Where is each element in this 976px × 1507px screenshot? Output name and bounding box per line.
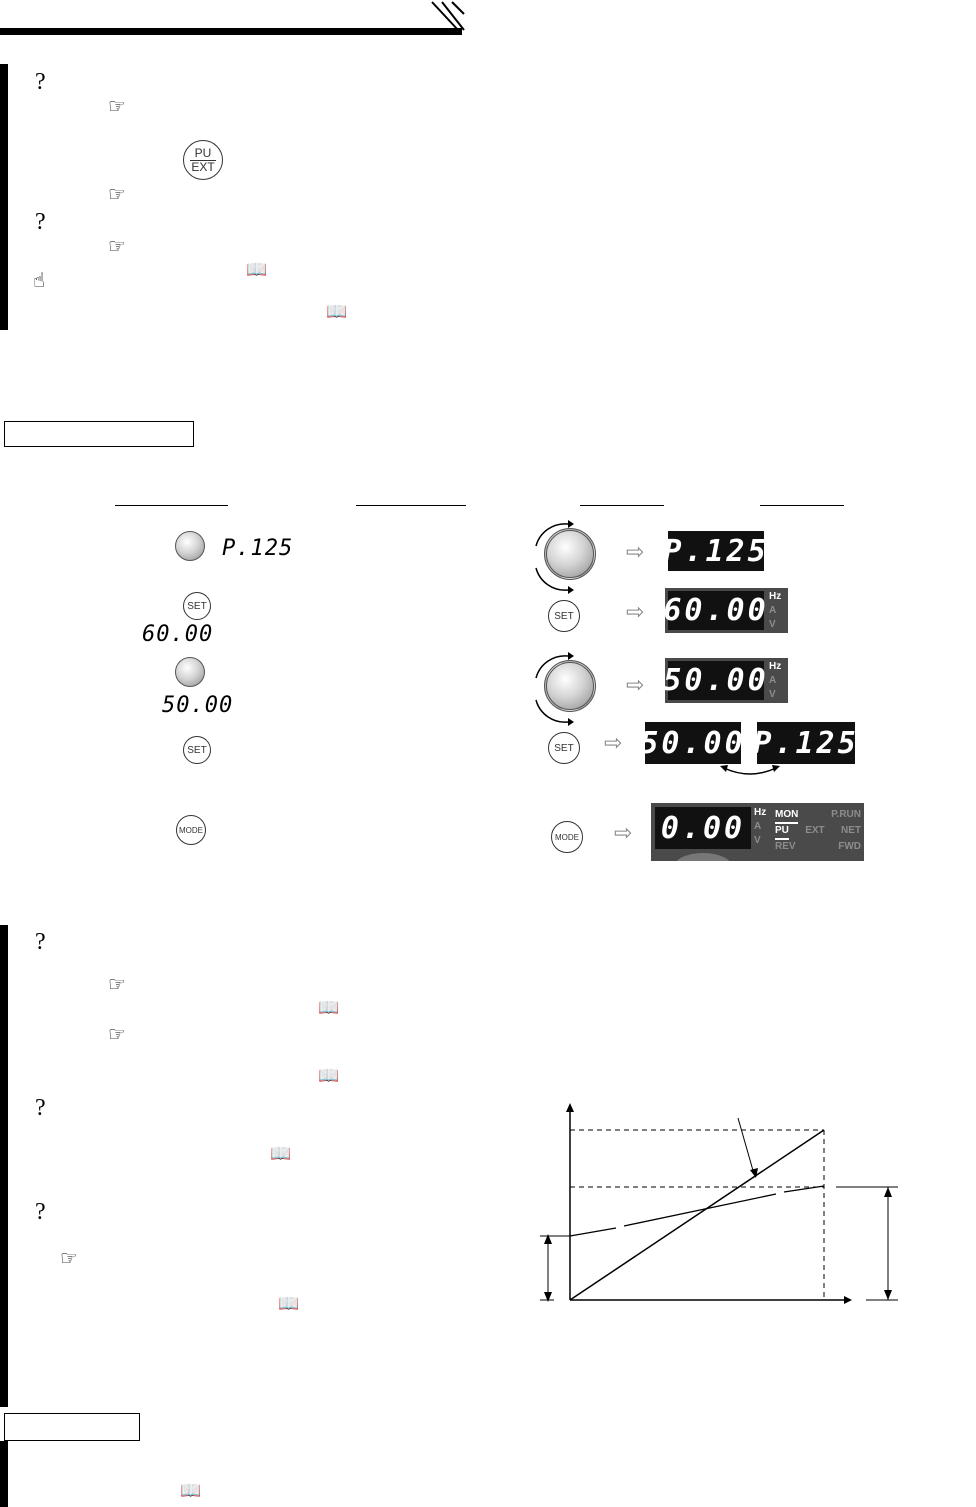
status-indicators [775, 808, 861, 854]
setting-dial-icon[interactable] [544, 528, 596, 580]
pu-ext-button[interactable] [183, 140, 223, 180]
header-rule [0, 28, 462, 35]
unit-v: V [769, 619, 776, 630]
unit-indicators [769, 660, 781, 702]
question-icon: ? [35, 1199, 46, 1225]
manual-reference-icon: 📖 [278, 1294, 300, 1314]
display-5000-readout: 50.00 [162, 693, 234, 718]
set-button[interactable] [548, 600, 580, 632]
indicator-net: NET [840, 825, 861, 836]
led-panel-6000 [665, 588, 788, 633]
arrow-right-icon: ⇨ [626, 599, 645, 624]
pointer-hand-icon: ☞ [108, 1022, 126, 1046]
mode-button[interactable] [551, 821, 583, 853]
unit-indicators [769, 590, 781, 632]
flicker-double-arrow [718, 760, 782, 782]
indicator-rev: REV [775, 841, 796, 852]
mode-label: MODE [555, 832, 579, 842]
indicator-fwd: FWD [838, 841, 861, 852]
pointer-hand-icon: ☞ [108, 972, 126, 996]
setting-dial-icon[interactable] [175, 657, 205, 687]
section-bar-footer [0, 1441, 8, 1507]
section-label-box [4, 421, 194, 447]
operation-panel [651, 803, 864, 861]
set-label: SET [554, 742, 574, 754]
panel-dial-edge [673, 853, 733, 861]
arrow-right-icon: ⇨ [626, 539, 645, 564]
column-heading-rule [760, 505, 844, 506]
indicator-mon: MON [775, 808, 798, 824]
indicator-pu: PU [775, 824, 789, 840]
unit-hz: Hz [754, 807, 767, 818]
section-bar-top [0, 64, 8, 330]
led-display-param: P.125 [668, 531, 764, 571]
pointer-hand-icon: ☞ [60, 1246, 78, 1270]
led-display-5000-flicker: 50.00 [645, 722, 741, 764]
arrow-right-icon: ⇨ [626, 672, 645, 697]
pu-label: PU [194, 145, 212, 160]
led-display-000: 0.00 [655, 807, 751, 849]
initial-characteristic-line [570, 1130, 824, 1300]
unit-v: V [769, 689, 776, 700]
mode-label: MODE [179, 825, 203, 835]
display-6000-readout: 60.00 [142, 622, 214, 647]
indicator-prun: P.RUN [831, 809, 861, 820]
column-heading-rule [356, 505, 466, 506]
y-axis-arrowhead [566, 1103, 574, 1112]
led-display-5000: 50.00 [663, 663, 769, 698]
pointer-hand-icon: ☞ [108, 94, 126, 118]
manual-reference-icon: 📖 [180, 1481, 202, 1501]
question-icon: ? [35, 1095, 46, 1121]
reference-label-box [4, 1413, 140, 1441]
indicator-ext: EXT [805, 825, 825, 836]
setting-dial-icon[interactable] [544, 660, 596, 712]
setting-dial-icon[interactable] [175, 531, 205, 561]
bias-gain-line [570, 1228, 616, 1236]
question-icon: ? [35, 929, 46, 955]
callout-leader [738, 1118, 754, 1174]
manual-reference-icon: 📖 [318, 1066, 340, 1086]
display-param-readout: P.125 [222, 536, 294, 561]
attention-hand-icon: ☝ [33, 268, 46, 292]
bias-gain-line [624, 1194, 776, 1226]
pointer-hand-icon: ☞ [108, 182, 126, 206]
set-label: SET [187, 600, 207, 612]
unit-a: A [754, 821, 762, 832]
arrow-right-icon: ⇨ [614, 820, 633, 845]
frequency-characteristic-diagram [530, 1100, 910, 1310]
unit-v: V [754, 835, 761, 846]
arrow-right-icon: ⇨ [604, 730, 623, 755]
manual-reference-icon: 📖 [326, 302, 348, 322]
question-icon: ? [35, 69, 46, 95]
x-axis-arrowhead [844, 1296, 852, 1304]
question-icon: ? [35, 209, 46, 235]
led-panel-5000 [665, 658, 788, 703]
led-display-param-flicker: P.125 [757, 722, 855, 764]
manual-reference-icon: 📖 [270, 1144, 292, 1164]
set-button[interactable] [183, 592, 211, 620]
column-heading-rule [115, 505, 228, 506]
unit-hz: Hz [769, 661, 782, 672]
set-label: SET [554, 610, 574, 622]
ext-label: EXT [191, 159, 215, 174]
led-display-6000: 60.00 [663, 593, 769, 628]
unit-indicators [754, 806, 766, 848]
set-label: SET [187, 744, 207, 756]
unit-hz: Hz [769, 591, 782, 602]
section-bar-bottom [0, 925, 8, 1407]
unit-a: A [769, 605, 777, 616]
header-corner-decoration [428, 0, 468, 36]
mode-button[interactable] [176, 815, 206, 845]
set-button[interactable] [183, 736, 211, 764]
unit-a: A [769, 675, 777, 686]
pointer-hand-icon: ☞ [108, 234, 126, 258]
column-heading-rule [580, 505, 664, 506]
manual-reference-icon: 📖 [318, 998, 340, 1018]
manual-reference-icon: 📖 [246, 260, 268, 280]
set-button[interactable] [548, 732, 580, 764]
